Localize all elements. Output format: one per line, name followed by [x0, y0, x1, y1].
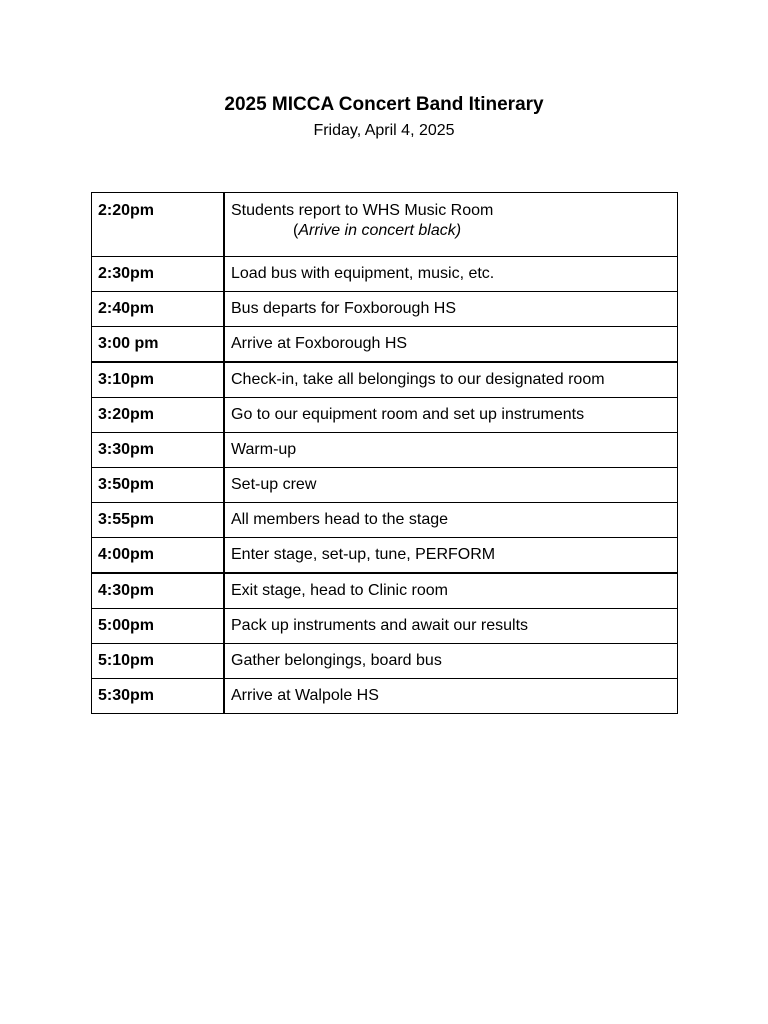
- time-cell: 2:20pm: [92, 193, 225, 257]
- time-cell: 2:30pm: [92, 257, 225, 292]
- document-date: Friday, April 4, 2025: [313, 122, 455, 139]
- activity-cell: Set-up crew: [224, 468, 678, 503]
- activity-note: [231, 221, 671, 241]
- table-row: [92, 609, 678, 644]
- activity-cell: Exit stage, head to Clinic room: [224, 573, 678, 609]
- activity-text: Students report to WHS Music Room: [231, 202, 494, 219]
- time-cell: 5:10pm: [92, 644, 225, 679]
- table-row: [92, 644, 678, 679]
- activity-cell: Load bus with equipment, music, etc.: [224, 257, 678, 292]
- table-row: [92, 292, 678, 327]
- time-cell: 4:00pm: [92, 538, 225, 574]
- activity-cell: Warm-up: [224, 433, 678, 468]
- note-paren: (: [293, 222, 299, 239]
- activity-cell: [224, 193, 678, 257]
- time-cell: 3:30pm: [92, 433, 225, 468]
- time-cell: 4:30pm: [92, 573, 225, 609]
- activity-cell: Check-in, take all belongings to our designated room: [224, 362, 678, 398]
- time-cell: 3:20pm: [92, 398, 225, 433]
- time-cell: 5:30pm: [92, 679, 225, 714]
- table-row: [92, 679, 678, 714]
- table-row: [92, 573, 678, 609]
- time-cell: 3:00 pm: [92, 327, 225, 363]
- table-row: [92, 193, 678, 257]
- time-cell: 3:10pm: [92, 362, 225, 398]
- activity-cell: All members head to the stage: [224, 503, 678, 538]
- table-row: [92, 503, 678, 538]
- itinerary-table: [91, 192, 678, 714]
- time-cell: 2:40pm: [92, 292, 225, 327]
- table-row: [92, 362, 678, 398]
- activity-cell: Bus departs for Foxborough HS: [224, 292, 678, 327]
- table-row: [92, 433, 678, 468]
- table-row: [92, 538, 678, 574]
- activity-cell: Enter stage, set-up, tune, PERFORM: [224, 538, 678, 574]
- activity-cell: Gather belongings, board bus: [224, 644, 678, 679]
- document-header: [0, 92, 768, 142]
- table-row: [92, 327, 678, 363]
- table-row: [92, 398, 678, 433]
- table-row: [92, 257, 678, 292]
- document-title: 2025 MICCA Concert Band Itinerary: [224, 94, 544, 115]
- activity-cell: Go to our equipment room and set up instruments: [224, 398, 678, 433]
- activity-cell: Arrive at Foxborough HS: [224, 327, 678, 363]
- time-cell: 3:50pm: [92, 468, 225, 503]
- time-cell: 3:55pm: [92, 503, 225, 538]
- activity-cell: Pack up instruments and await our results: [224, 609, 678, 644]
- note-text: Arrive in concert black): [298, 222, 462, 239]
- time-cell: 5:00pm: [92, 609, 225, 644]
- activity-cell: Arrive at Walpole HS: [224, 679, 678, 714]
- table-row: [92, 468, 678, 503]
